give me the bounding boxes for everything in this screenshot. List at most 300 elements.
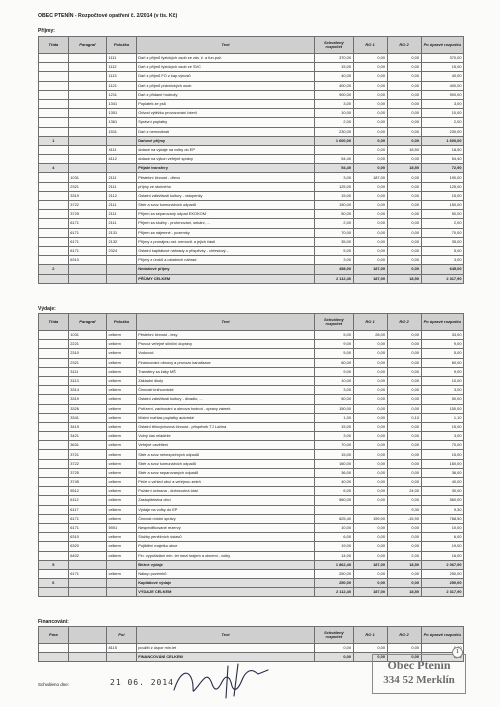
cell-item bbox=[107, 256, 137, 265]
cell-approved: 230,00 bbox=[315, 127, 353, 136]
cell-paragraph: 6402 bbox=[68, 551, 106, 560]
cell-ro1: 0,00 bbox=[353, 90, 387, 99]
cell-ro1: 0,00 bbox=[353, 413, 387, 422]
cell-paragraph: 6310 bbox=[68, 256, 106, 265]
cell-paragraph: 3421 bbox=[68, 432, 106, 441]
table-row bbox=[39, 349, 464, 358]
cell-description: Ostatní kapitálové náhrady a příspěvky - chřestový... bbox=[136, 246, 315, 255]
cell-ro1: 0,00 bbox=[353, 395, 387, 404]
cell-item: 1112 bbox=[107, 63, 137, 72]
cell-item: celkem bbox=[107, 376, 137, 385]
cell-description: Daň z příjmů fyzických osob ze SVC bbox=[136, 63, 315, 72]
income-section-label: Příjmy: bbox=[38, 28, 55, 34]
cell-paragraph bbox=[68, 145, 106, 154]
cell-paragraph: 6171 bbox=[68, 514, 106, 523]
cell-item: celkem bbox=[107, 358, 137, 367]
cell-paragraph: 3722 bbox=[68, 201, 106, 210]
cell-item bbox=[107, 560, 137, 569]
cell-description: PŘÍJMY CELKEM bbox=[136, 274, 315, 283]
cell-class bbox=[39, 523, 69, 532]
cell-item bbox=[107, 265, 137, 274]
cell-ro2: 0,00 bbox=[387, 432, 421, 441]
cell-class bbox=[39, 505, 69, 514]
cell-class bbox=[39, 395, 69, 404]
cell-paragraph bbox=[68, 81, 106, 90]
table-row bbox=[39, 90, 464, 99]
table-row bbox=[39, 367, 464, 376]
cell-paragraph: 6112 bbox=[68, 496, 106, 505]
table-row bbox=[39, 514, 464, 523]
cell-adjusted: 50,00 bbox=[421, 210, 464, 219]
cell-approved: 625,40 bbox=[315, 514, 353, 523]
cell-paragraph: 1031 bbox=[68, 331, 106, 340]
cell-adjusted: 40,00 bbox=[421, 72, 464, 81]
cell-description: Daňové příjmy bbox=[136, 136, 315, 145]
stamp-line-2: 334 52 Merklín bbox=[383, 674, 455, 686]
cell-adjusted: 6,00 bbox=[421, 533, 464, 542]
cell-ro2: 0,00 bbox=[387, 54, 421, 63]
cell-approved: 458,00 bbox=[315, 265, 353, 274]
table-row bbox=[39, 413, 464, 422]
cell-item: celkem bbox=[107, 432, 137, 441]
column-header-description: Text bbox=[136, 314, 315, 331]
cell-ro2: 18,50 bbox=[387, 560, 421, 569]
cell-class bbox=[39, 653, 69, 662]
table-row bbox=[39, 450, 464, 459]
cell-description: Sběr a svoz komunálních odpadů bbox=[136, 201, 315, 210]
cell-ro1: 0,00 bbox=[353, 340, 387, 349]
cell-approved: 9,00 bbox=[315, 367, 353, 376]
cell-class bbox=[39, 127, 69, 136]
column-header-adjusted: Po úpravě rozpočtu bbox=[421, 314, 464, 331]
cell-paragraph: 6320 bbox=[68, 542, 106, 551]
cell-paragraph bbox=[68, 274, 106, 283]
cell-ro2: 0,00 bbox=[387, 72, 421, 81]
cell-adjusted: 1 600,00 bbox=[421, 136, 464, 145]
table-row bbox=[39, 99, 464, 108]
cell-description: Péče o vzhled obcí a veřejnou zeleň bbox=[136, 478, 315, 487]
document-title: OBEC PTENÍN - Rozpočtové opatření č. 2/2014 (v tis. Kč) bbox=[38, 13, 178, 19]
cell-ro2: 0,00 bbox=[387, 109, 421, 118]
cell-ro1: 0,00 bbox=[353, 386, 387, 395]
cell-paragraph bbox=[68, 99, 106, 108]
cell-ro1: 0,00 bbox=[353, 228, 387, 237]
cell-ro2: 0,00 bbox=[387, 81, 421, 90]
cell-description: Daň z přidané hodnoty bbox=[136, 90, 315, 99]
cell-item: 8115 bbox=[107, 644, 137, 653]
cell-ro1: 0,00 bbox=[353, 432, 387, 441]
cell-adjusted: 3,00 bbox=[421, 386, 464, 395]
cell-item: celkem bbox=[107, 459, 137, 468]
cell-ro2: 0,00 bbox=[387, 533, 421, 542]
column-header-adjusted: Po úpravě rozpočtu bbox=[421, 37, 464, 54]
cell-ro2: 0,00 bbox=[387, 256, 421, 265]
cell-description: Příjmy z úroků a ostatních náhrad bbox=[136, 256, 315, 265]
cell-paragraph: 3319 bbox=[68, 191, 106, 200]
column-header-adjusted: Po úpravě rozpočtu bbox=[421, 627, 464, 644]
table-row bbox=[39, 210, 464, 219]
cell-class bbox=[39, 256, 69, 265]
cell-approved: 125,00 bbox=[315, 182, 353, 191]
cell-adjusted: 70,00 bbox=[421, 228, 464, 237]
official-stamp bbox=[372, 649, 466, 694]
cell-class bbox=[39, 404, 69, 413]
cell-ro2: 0,00 bbox=[387, 331, 421, 340]
cell-description: Daň z příjmů fyzických osob ze záv. č. a fun.pož. bbox=[136, 54, 315, 63]
cell-ro2: 0,00 bbox=[387, 395, 421, 404]
cell-description: použití z úspor min.let bbox=[136, 644, 315, 653]
cell-item: celkem bbox=[107, 487, 137, 496]
cell-description: FINANCOVÁNÍ CELKEM bbox=[136, 653, 315, 662]
cell-description: Pořízení, zachování a obnova hodnot - opravy zámek bbox=[136, 404, 315, 413]
cell-approved: 54,40 bbox=[315, 164, 353, 173]
cell-ro2: 18,50 bbox=[387, 145, 421, 154]
cell-paragraph bbox=[68, 90, 106, 99]
cell-ro1: 0,00 bbox=[353, 81, 387, 90]
cell-class: 5 bbox=[39, 560, 69, 569]
column-header-item: Položka bbox=[107, 314, 137, 331]
table-row bbox=[39, 468, 464, 477]
cell-item: celkem bbox=[107, 569, 137, 578]
cell-description: Nespecifikované rezervy bbox=[136, 523, 315, 532]
cell-paragraph bbox=[68, 63, 106, 72]
cell-paragraph: 3419 bbox=[68, 422, 106, 431]
cell-ro2: 0,00 bbox=[387, 99, 421, 108]
cell-ro2: 0,00 bbox=[387, 340, 421, 349]
cell-class bbox=[39, 145, 69, 154]
table-row bbox=[39, 256, 464, 265]
cell-paragraph: 3725 bbox=[68, 210, 106, 219]
cell-approved: 2,00 bbox=[315, 219, 353, 228]
cell-ro2: 0,00 bbox=[387, 90, 421, 99]
cell-ro2: 0,00 bbox=[387, 118, 421, 127]
table-row bbox=[39, 505, 464, 514]
cell-item bbox=[107, 579, 137, 588]
cell-paragraph: 3326 bbox=[68, 404, 106, 413]
cell-class bbox=[39, 413, 69, 422]
income-table bbox=[38, 36, 464, 284]
cell-ro2: 0,00 bbox=[387, 173, 421, 182]
cell-paragraph: 3319 bbox=[68, 395, 106, 404]
cell-item: celkem bbox=[107, 468, 137, 477]
cell-ro2: 9,30 bbox=[387, 505, 421, 514]
cell-ro1: 0,00 bbox=[353, 210, 387, 219]
cell-approved: 3,00 bbox=[315, 99, 353, 108]
cell-ro2: -15,90 bbox=[387, 514, 421, 523]
table-header-row bbox=[39, 37, 464, 54]
cell-description: Požární ochrana - dobrovolná část bbox=[136, 487, 315, 496]
cell-paragraph bbox=[68, 644, 106, 653]
cell-adjusted: 36,00 bbox=[421, 468, 464, 477]
cell-ro2: 0,00 bbox=[387, 579, 421, 588]
cell-ro2: 0,00 bbox=[387, 201, 421, 210]
table-row bbox=[39, 127, 464, 136]
table-row bbox=[39, 487, 464, 496]
cell-approved: 5,00 bbox=[315, 246, 353, 255]
table-row bbox=[39, 246, 464, 255]
cell-adjusted: 33,00 bbox=[421, 331, 464, 340]
cell-paragraph: 6171 bbox=[68, 523, 106, 532]
cell-approved: 2,00 bbox=[315, 118, 353, 127]
cell-ro1: 0,00 bbox=[353, 441, 387, 450]
approval-date: 21 06. 2014 bbox=[110, 678, 174, 687]
table-row bbox=[39, 542, 464, 551]
cell-approved: 15,00 bbox=[315, 450, 353, 459]
cell-ro2: 0,00 bbox=[387, 386, 421, 395]
cell-ro1: 0,00 bbox=[353, 127, 387, 136]
cell-paragraph: 6117 bbox=[68, 505, 106, 514]
cell-paragraph: 2221 bbox=[68, 340, 106, 349]
cell-adjusted: 2,00 bbox=[421, 219, 464, 228]
cell-approved bbox=[315, 505, 353, 514]
cell-ro1: 0,00 bbox=[353, 118, 387, 127]
column-header-ro2: RO 2 bbox=[387, 37, 421, 54]
cell-approved: 6,00 bbox=[315, 487, 353, 496]
cell-approved: 560,00 bbox=[315, 496, 353, 505]
cell-approved: 0,00 bbox=[315, 653, 353, 662]
cell-ro2: 0,00 bbox=[387, 228, 421, 237]
cell-item: 2111 bbox=[107, 173, 137, 182]
cell-class: 4 bbox=[39, 164, 69, 173]
cell-item: celkem bbox=[107, 496, 137, 505]
cell-approved: 900,00 bbox=[315, 90, 353, 99]
cell-description: Volný čas mládeže bbox=[136, 432, 315, 441]
cell-class bbox=[39, 191, 69, 200]
table-row bbox=[39, 173, 464, 182]
cell-description: Běžné výdaje bbox=[136, 560, 315, 569]
column-header-description: Text bbox=[136, 37, 315, 54]
cell-paragraph: 3111 bbox=[68, 367, 106, 376]
cell-adjusted: 30,00 bbox=[421, 487, 464, 496]
cell-item: celkem bbox=[107, 367, 137, 376]
table-row bbox=[39, 72, 464, 81]
cell-ro1: 0,00 bbox=[353, 155, 387, 164]
cell-adjusted: 1,10 bbox=[421, 413, 464, 422]
cell-item: 4112 bbox=[107, 155, 137, 164]
cell-paragraph: 3722 bbox=[68, 459, 106, 468]
stamp-number: 1 bbox=[452, 647, 463, 658]
cell-ro2: 0,00 bbox=[387, 136, 421, 145]
cell-class bbox=[39, 432, 69, 441]
cell-paragraph: 2310 bbox=[68, 349, 106, 358]
cell-approved: 10,00 bbox=[315, 376, 353, 385]
cell-class bbox=[39, 210, 69, 219]
cell-ro1: 0,00 bbox=[353, 358, 387, 367]
cell-description: Činnosti knihovnické bbox=[136, 386, 315, 395]
cell-ro2: 0,00 bbox=[387, 422, 421, 431]
expense-table bbox=[38, 313, 464, 597]
cell-adjusted: 5,00 bbox=[421, 349, 464, 358]
cell-approved: 50,00 bbox=[315, 395, 353, 404]
cell-item: 2324 bbox=[107, 246, 137, 255]
cell-adjusted: 370,00 bbox=[421, 54, 464, 63]
cell-item: celkem bbox=[107, 551, 137, 560]
cell-item: 1121 bbox=[107, 81, 137, 90]
cell-item bbox=[107, 164, 137, 173]
table-row bbox=[39, 432, 464, 441]
cell-item: 2111 bbox=[107, 201, 137, 210]
table-row bbox=[39, 155, 464, 164]
table-row bbox=[39, 54, 464, 63]
cell-adjusted: 3,00 bbox=[421, 99, 464, 108]
cell-class bbox=[39, 63, 69, 72]
cell-description: Ostatní záležitosti kultury - vstupenky bbox=[136, 191, 315, 200]
cell-item: celkem bbox=[107, 386, 137, 395]
cell-approved: 10,00 bbox=[315, 109, 353, 118]
cell-ro1: 0,00 bbox=[353, 569, 387, 578]
cell-ro2: 0,00 bbox=[387, 63, 421, 72]
financing-section-label: Financování: bbox=[38, 619, 69, 625]
cell-adjusted: 2 067,90 bbox=[421, 560, 464, 569]
cell-ro1: 0,00 bbox=[353, 487, 387, 496]
cell-ro1: 0,00 bbox=[353, 478, 387, 487]
cell-class bbox=[39, 644, 69, 653]
column-header-ro2: RO 2 bbox=[387, 627, 421, 644]
cell-adjusted: 150,00 bbox=[421, 201, 464, 210]
cell-adjusted: 10,00 bbox=[421, 523, 464, 532]
table-row bbox=[39, 358, 464, 367]
cell-ro2: 0,00 bbox=[387, 376, 421, 385]
table-row bbox=[39, 569, 464, 578]
cell-class bbox=[39, 358, 69, 367]
cell-class bbox=[39, 367, 69, 376]
cell-ro2: 0,00 bbox=[387, 653, 421, 662]
cell-approved: 160,00 bbox=[315, 459, 353, 468]
cell-class bbox=[39, 496, 69, 505]
cell-ro2: 0,00 bbox=[387, 523, 421, 532]
cell-item: celkem bbox=[107, 395, 137, 404]
cell-class: 1 bbox=[39, 136, 69, 145]
cell-ro1: 0,00 bbox=[353, 109, 387, 118]
cell-approved: 54,40 bbox=[315, 155, 353, 164]
cell-description: Daň z příjmů právnických osob bbox=[136, 81, 315, 90]
cell-adjusted: 72,90 bbox=[421, 164, 464, 173]
cell-paragraph bbox=[68, 653, 106, 662]
cell-approved: 2 112,40 bbox=[315, 274, 353, 283]
cell-adjusted: 768,50 bbox=[421, 514, 464, 523]
table-row bbox=[39, 219, 464, 228]
cell-ro2: 0,00 bbox=[387, 237, 421, 246]
table-row bbox=[39, 340, 464, 349]
cell-ro2: 0,00 bbox=[387, 644, 421, 653]
cell-adjusted: 3,00 bbox=[421, 432, 464, 441]
table-subtotal-row bbox=[39, 560, 464, 569]
handwritten-signature bbox=[168, 660, 278, 702]
table-row bbox=[39, 331, 464, 340]
cell-class bbox=[39, 155, 69, 164]
cell-description: Sběr a svoz komunálních odpadů bbox=[136, 459, 315, 468]
table-header-row bbox=[39, 627, 464, 644]
table-row bbox=[39, 228, 464, 237]
cell-class bbox=[39, 219, 69, 228]
cell-item bbox=[107, 136, 137, 145]
cell-paragraph bbox=[68, 127, 106, 136]
cell-approved: 10,00 bbox=[315, 523, 353, 532]
cell-class bbox=[39, 90, 69, 99]
cell-description: Pěstební činnost - lesy bbox=[136, 331, 315, 340]
cell-ro1: 0,00 bbox=[353, 349, 387, 358]
cell-adjusted: 5,00 bbox=[421, 246, 464, 255]
cell-approved: 1,00 bbox=[315, 413, 353, 422]
cell-description: Příjem za nájemné - pozemky bbox=[136, 228, 315, 237]
cell-ro2: 0,00 bbox=[387, 404, 421, 413]
table-row bbox=[39, 109, 464, 118]
table-row bbox=[39, 441, 464, 450]
column-header-paragraph bbox=[68, 627, 106, 644]
cell-ro1: 187,00 bbox=[353, 173, 387, 182]
table-row bbox=[39, 145, 464, 154]
cell-item: 2131 bbox=[107, 228, 137, 237]
cell-approved: 150,00 bbox=[315, 404, 353, 413]
cell-description: Nedaňové příjmy bbox=[136, 265, 315, 274]
cell-item: celkem bbox=[107, 340, 137, 349]
stamp-line-1: Obec Ptenín bbox=[387, 658, 451, 672]
cell-adjusted: 230,00 bbox=[421, 127, 464, 136]
cell-approved: 40,00 bbox=[315, 478, 353, 487]
cell-item: 1341 bbox=[107, 99, 137, 108]
cell-ro1: 0,00 bbox=[353, 201, 387, 210]
cell-ro1: 0,00 bbox=[353, 653, 387, 662]
table-subtotal-row bbox=[39, 265, 464, 274]
cell-ro2: 0,00 bbox=[387, 155, 421, 164]
cell-ro1: 0,00 bbox=[353, 63, 387, 72]
table-row bbox=[39, 182, 464, 191]
table-subtotal-row bbox=[39, 274, 464, 283]
table-row bbox=[39, 63, 464, 72]
table-row bbox=[39, 533, 464, 542]
cell-ro1: 0,00 bbox=[353, 246, 387, 255]
cell-description: Provoz veřejné silniční dopravy bbox=[136, 340, 315, 349]
cell-approved: 400,00 bbox=[315, 81, 353, 90]
cell-adjusted: 190,00 bbox=[421, 173, 464, 182]
table-row bbox=[39, 551, 464, 560]
cell-ro1 bbox=[353, 505, 387, 514]
cell-paragraph bbox=[68, 118, 106, 127]
table-subtotal-row bbox=[39, 579, 464, 588]
column-header-description: Text bbox=[136, 627, 315, 644]
cell-ro2: 0,00 bbox=[387, 191, 421, 200]
cell-ro1: 187,00 bbox=[353, 588, 387, 597]
cell-ro2: 0,00 bbox=[387, 210, 421, 219]
cell-description: VÝDAJE CELKEM bbox=[136, 588, 315, 597]
cell-item bbox=[107, 653, 137, 662]
cell-adjusted: 40,00 bbox=[421, 478, 464, 487]
cell-class bbox=[39, 54, 69, 63]
cell-adjusted: 54,40 bbox=[421, 155, 464, 164]
cell-adjusted: 16,00 bbox=[421, 551, 464, 560]
approval-label: Schváleno dne: bbox=[38, 682, 70, 687]
cell-ro2: 0,00 bbox=[387, 127, 421, 136]
cell-class bbox=[39, 331, 69, 340]
cell-description: Poplatek ze psů bbox=[136, 99, 315, 108]
cell-class bbox=[39, 118, 69, 127]
cell-description: Místní rozhlas poplatky autorské bbox=[136, 413, 315, 422]
cell-paragraph: 6171 bbox=[68, 569, 106, 578]
cell-adjusted: 125,00 bbox=[421, 182, 464, 191]
cell-ro1: 0,00 bbox=[353, 237, 387, 246]
cell-ro1: 0,00 bbox=[353, 164, 387, 173]
cell-adjusted: 15,00 bbox=[421, 63, 464, 72]
cell-ro2: 0,10 bbox=[387, 413, 421, 422]
table-row bbox=[39, 395, 464, 404]
cell-adjusted: 9,30 bbox=[421, 505, 464, 514]
cell-ro2: 0,00 bbox=[387, 182, 421, 191]
cell-item: celkem bbox=[107, 422, 137, 431]
cell-description: Příjmy z pronájmu ost. nemovit. a jejich částí bbox=[136, 237, 315, 246]
column-header-ro1: RO 1 bbox=[353, 314, 387, 331]
column-header-item: Pol bbox=[107, 627, 137, 644]
cell-item: 5901 bbox=[107, 523, 137, 532]
